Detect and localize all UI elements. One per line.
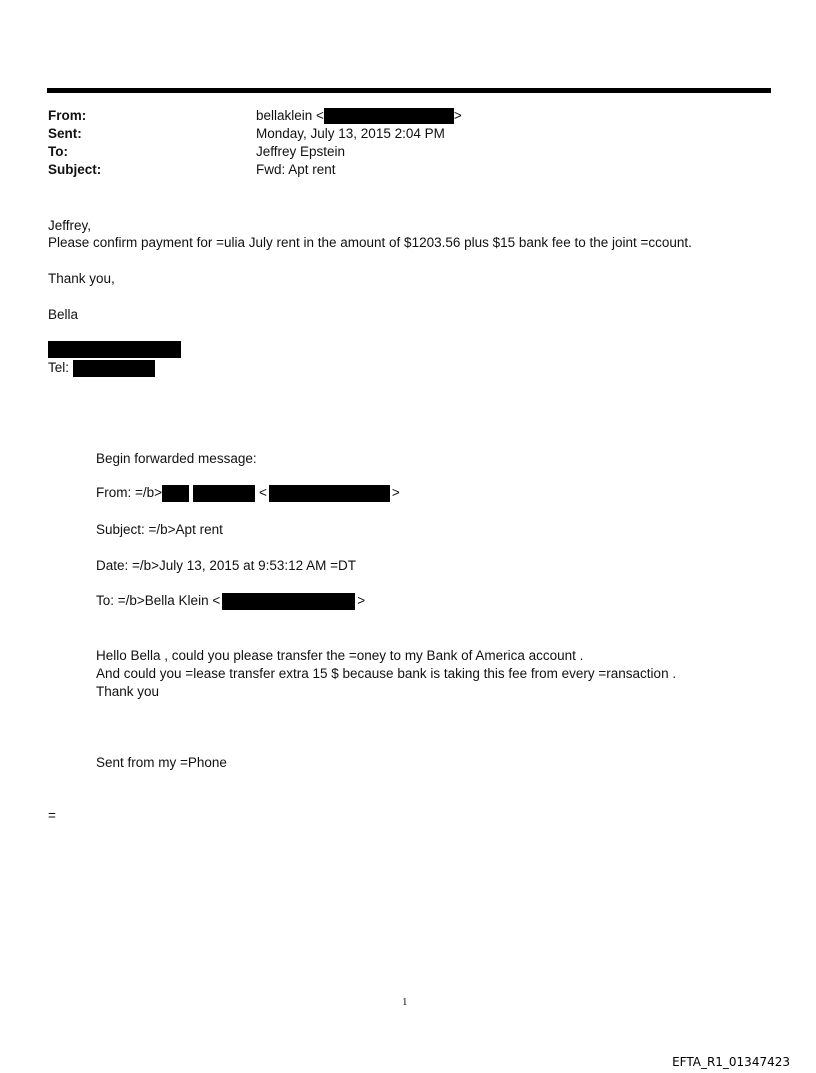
sent-row <box>48 125 462 143</box>
redaction-box <box>73 360 155 377</box>
subject-row <box>48 161 462 179</box>
redaction-box <box>193 485 255 502</box>
from-label: From: <box>48 108 87 123</box>
forward-body-line-2: And could you =lease transfer extra 15 $ because bank is taking this fee from every =ransaction . <box>96 666 677 681</box>
forward-to-prefix: To: =/b>Bella Klein < <box>96 593 221 608</box>
subject-value: Fwd: Apt rent <box>256 162 336 177</box>
message-line-1: Please confirm payment for =ulia July rent in the amount of $1203.56 plus $15 bank fee to the joint =ccount. <box>48 235 692 250</box>
forward-to-line <box>96 592 365 610</box>
sent-value: Monday, July 13, 2015 2:04 PM <box>256 126 445 141</box>
bates-number: EFTA_R1_01347423 <box>672 1055 790 1069</box>
redaction-box <box>269 485 390 502</box>
forward-from-prefix: From: =/b> <box>96 485 163 500</box>
signature-name: Bella <box>48 307 79 322</box>
forward-from-gt: > <box>391 485 400 500</box>
email-header <box>48 107 462 179</box>
from-row <box>48 107 462 125</box>
forward-subject: Subject: =/b>Apt rent <box>96 522 223 537</box>
redaction-box <box>48 341 181 358</box>
redaction-box <box>162 485 189 502</box>
from-name: bellaklein < <box>256 108 324 123</box>
forward-from-lt: < <box>259 485 267 500</box>
thanks-line: Thank you, <box>48 271 115 286</box>
tel-label: Tel: <box>48 360 70 375</box>
to-value: Jeffrey Epstein <box>256 144 346 159</box>
forward-body-line-3: Thank you <box>96 684 160 699</box>
forward-intro: Begin forwarded message: <box>96 451 257 466</box>
greeting: Jeffrey, <box>48 218 92 233</box>
forward-to-gt: > <box>357 593 366 608</box>
sent-from-line: Sent from my =Phone <box>96 755 227 770</box>
tel-line <box>48 359 155 377</box>
page-number: 1 <box>402 996 408 1008</box>
subject-label: Subject: <box>48 162 102 177</box>
forward-from-line <box>96 484 400 502</box>
sent-label: Sent: <box>48 126 82 141</box>
to-row <box>48 143 462 161</box>
header-rule <box>47 88 771 93</box>
redaction-box <box>222 593 355 610</box>
redaction-box <box>324 108 454 124</box>
forward-date: Date: =/b>July 13, 2015 at 9:53:12 AM =DT <box>96 558 357 573</box>
to-label: To: <box>48 144 68 159</box>
forward-body-line-1: Hello Bella , could you please transfer the =oney to my Bank of America account . <box>96 648 584 663</box>
trailing-equals: = <box>48 808 56 823</box>
from-close: > <box>453 108 462 123</box>
